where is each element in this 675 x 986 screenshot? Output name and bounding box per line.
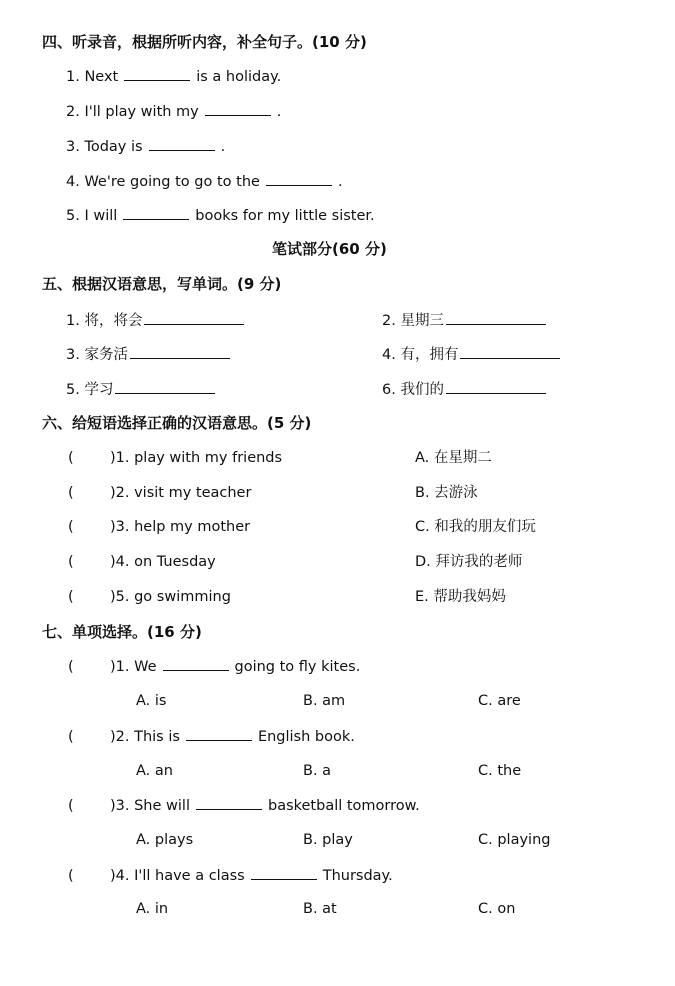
item-text: basketball tomorrow.: [267, 798, 420, 814]
match-option: B. 去游泳: [415, 485, 478, 501]
answer-blank[interactable]: [124, 66, 190, 81]
match-option: C. 和我的朋友们玩: [415, 519, 536, 535]
item-text: )3. help my mother: [110, 519, 251, 535]
item-text: 1. Next: [66, 69, 119, 85]
item-text: )2. visit my teacher: [110, 485, 252, 501]
listening-item: [66, 171, 343, 192]
answer-blank[interactable]: [130, 344, 230, 359]
match-item: [68, 517, 250, 537]
item-text: )4. on Tuesday: [110, 554, 216, 570]
choice-option: A. an: [136, 763, 173, 779]
item-text: 4. We're going to go to the: [66, 174, 260, 190]
choice-option: A. is: [136, 693, 167, 709]
choice-question: [68, 865, 393, 886]
answer-blank[interactable]: [123, 205, 189, 220]
match-option: E. 帮助我妈妈: [415, 589, 506, 605]
item-text: .: [276, 104, 282, 120]
word-item: [382, 310, 546, 331]
item-text: 2. I'll play with my: [66, 104, 199, 120]
answer-blank[interactable]: [446, 310, 546, 325]
listening-item: [66, 205, 375, 226]
item-text: 5. I will: [66, 208, 118, 224]
match-item: [68, 587, 231, 607]
choice-question: [68, 726, 355, 747]
answer-paren[interactable]: (: [68, 868, 74, 884]
word-item: [66, 379, 215, 400]
item-text: going to fly kites.: [234, 659, 361, 675]
answer-paren[interactable]: (: [68, 485, 74, 501]
answer-blank: [251, 865, 317, 880]
section-5-title: 五、根据汉语意思，写单词。(9 分): [42, 275, 282, 293]
answer-paren[interactable]: (: [68, 450, 74, 466]
answer-blank: [163, 656, 229, 671]
match-item: [68, 552, 216, 572]
answer-paren[interactable]: (: [68, 554, 74, 570]
choice-question: [68, 656, 360, 677]
item-text: 2. 星期三: [382, 313, 444, 329]
item-text: 6. 我们的: [382, 382, 444, 398]
listening-item: [66, 101, 281, 122]
item-text: )3. She will: [110, 798, 190, 814]
choice-option: B. am: [303, 693, 346, 709]
word-item: [66, 310, 244, 331]
written-part-heading: 笔试部分(60 分): [272, 240, 387, 258]
listening-item: [66, 136, 225, 157]
choice-option: A. in: [136, 901, 169, 917]
listening-item: [66, 66, 281, 87]
word-item: [66, 344, 230, 365]
item-text: 4. 有，拥有: [382, 347, 459, 363]
item-text: books for my little sister.: [195, 208, 375, 224]
choice-option: C. on: [478, 901, 516, 917]
word-item: [382, 344, 560, 365]
item-text: )4. I'll have a class: [110, 868, 245, 884]
choice-option: C. are: [478, 693, 521, 709]
item-text: Thursday.: [322, 868, 393, 884]
answer-paren[interactable]: (: [68, 519, 74, 535]
match-item: [68, 448, 282, 468]
choice-option: A. plays: [136, 832, 194, 848]
answer-paren[interactable]: (: [68, 798, 74, 814]
item-text: 1. 将，将会: [66, 313, 143, 329]
choice-question: [68, 795, 420, 816]
answer-blank: [186, 726, 252, 741]
section-4-title: 四、听录音，根据所听内容，补全句子。(10 分): [42, 33, 367, 51]
answer-blank[interactable]: [266, 171, 332, 186]
item-text: )1. play with my friends: [110, 450, 283, 466]
item-text: 3. Today is: [66, 139, 143, 155]
answer-paren[interactable]: (: [68, 659, 74, 675]
answer-blank[interactable]: [149, 136, 215, 151]
answer-blank: [196, 795, 262, 810]
answer-blank[interactable]: [115, 379, 215, 394]
answer-blank[interactable]: [460, 344, 560, 359]
choice-option: B. at: [303, 901, 337, 917]
choice-option: B. play: [303, 832, 353, 848]
section-6-title: 六、给短语选择正确的汉语意思。(5 分): [42, 414, 312, 432]
answer-paren[interactable]: (: [68, 589, 74, 605]
answer-paren[interactable]: (: [68, 729, 74, 745]
item-text: .: [337, 174, 343, 190]
item-text: )1. We: [110, 659, 157, 675]
choice-option: C. playing: [478, 832, 551, 848]
answer-blank[interactable]: [144, 310, 244, 325]
item-text: is a holiday.: [196, 69, 282, 85]
item-text: .: [220, 139, 226, 155]
section-7-title: 七、单项选择。(16 分): [42, 623, 202, 641]
word-item: [382, 379, 546, 400]
match-option: D. 拜访我的老师: [415, 554, 523, 570]
match-item: [68, 483, 251, 503]
choice-option: C. the: [478, 763, 522, 779]
item-text: 5. 学习: [66, 382, 114, 398]
answer-blank[interactable]: [446, 379, 546, 394]
answer-blank[interactable]: [205, 101, 271, 116]
match-option: A. 在星期二: [415, 450, 492, 466]
choice-option: B. a: [303, 763, 332, 779]
item-text: )2. This is: [110, 729, 180, 745]
item-text: English book.: [257, 729, 355, 745]
item-text: )5. go swimming: [110, 589, 231, 605]
item-text: 3. 家务活: [66, 347, 128, 363]
